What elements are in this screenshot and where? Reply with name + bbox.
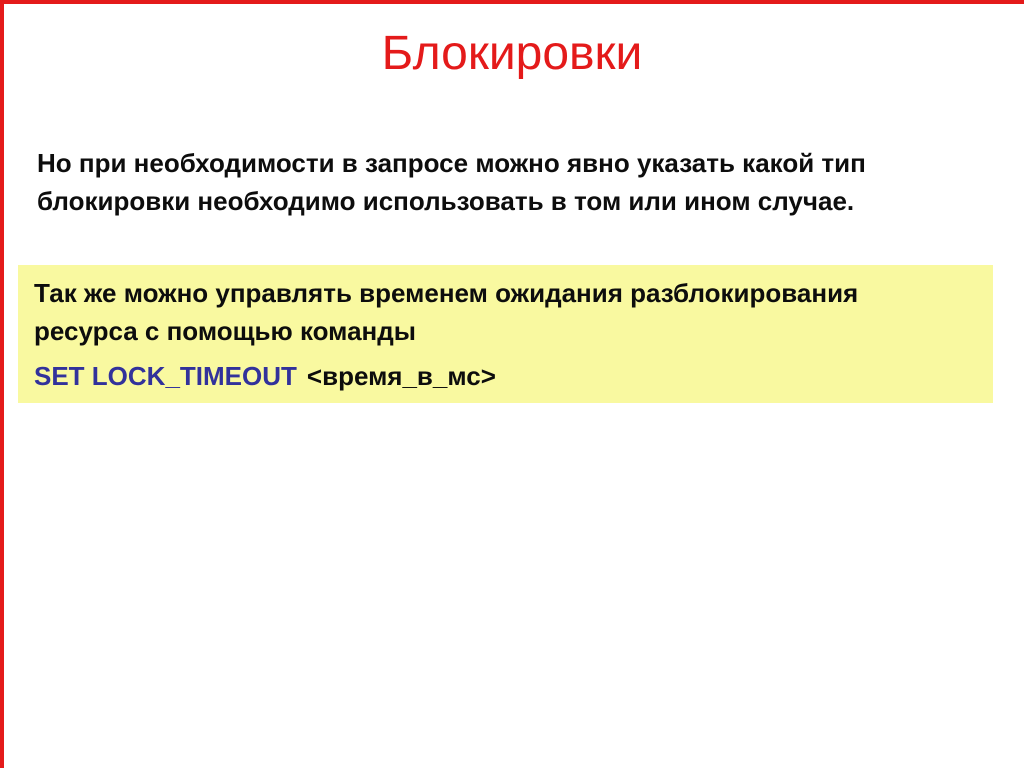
- highlight-line-1: Так же можно управлять временем ожидания разблокирования: [34, 278, 859, 308]
- intro-line-1: Но при необходимости в запросе можно явно указать какой тип: [37, 148, 866, 178]
- intro-paragraph: [37, 144, 977, 220]
- highlight-paragraph: [34, 274, 973, 350]
- command-line: [34, 357, 973, 395]
- slide-top-border-line: [0, 0, 1024, 4]
- intro-line-2: блокировки необходимо использовать в том или ином случае.: [37, 186, 855, 216]
- highlight-line-2: ресурса с помощью команды: [34, 316, 416, 346]
- command-keyword: SET LOCK_TIMEOUT: [34, 361, 297, 391]
- slide-title: Блокировки: [381, 27, 643, 80]
- slide-left-border-line: [0, 0, 4, 768]
- command-argument: <время_в_мс>: [306, 361, 496, 391]
- highlight-box: [18, 265, 993, 403]
